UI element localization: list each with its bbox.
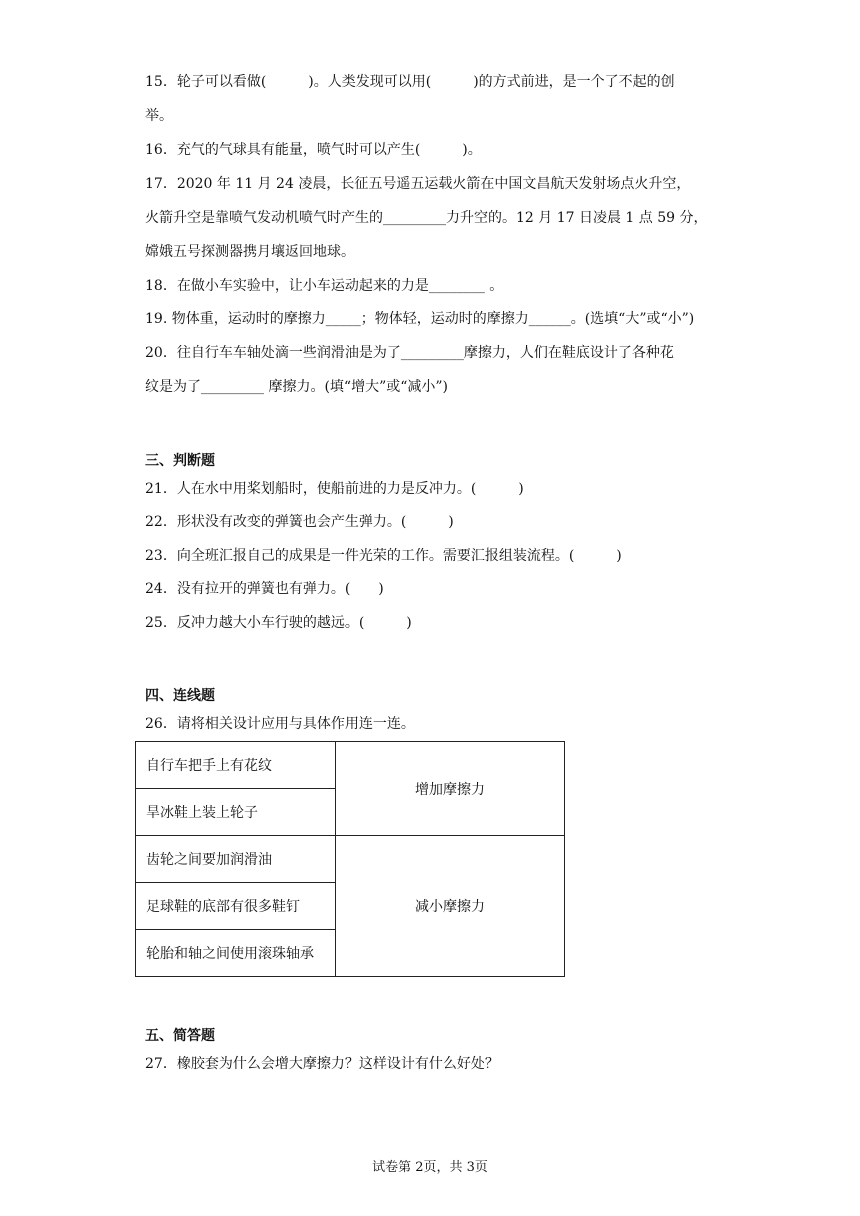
question-27: 27．橡胶套为什么会增大摩擦力？这样设计有什么好处？ bbox=[145, 1056, 499, 1072]
match-left-item: 足球鞋的底部有很多鞋钉 bbox=[136, 883, 336, 930]
question-17-line1: 17．2020 年 11 月 24 凌晨，长征五号遥五运载火箭在中国文昌航天发射场点火升空， bbox=[145, 176, 691, 192]
question-20-line1: 20．往自行车车轴处滴一些润滑油是为了_________摩擦力，人们在鞋底设计了各种花 bbox=[145, 345, 674, 361]
question-19: 19. 物体重，运动时的摩擦力_____；物体轻，运动时的摩擦力______。(选填“大”或“小”) bbox=[145, 311, 695, 327]
section-3-title: 三、判断题 bbox=[145, 453, 215, 469]
match-left-item: 轮胎和轴之间使用滚珠轴承 bbox=[136, 930, 336, 977]
match-right-item: 减小摩擦力 bbox=[336, 836, 565, 977]
question-21: 21．人在水中用桨划船时，使船前进的力是反冲力。( ) bbox=[145, 481, 524, 497]
match-left-item: 旱冰鞋上装上轮子 bbox=[136, 789, 336, 836]
question-16: 16．充气的气球具有能量，喷气时可以产生( )。 bbox=[145, 142, 482, 158]
matching-table bbox=[135, 741, 565, 977]
question-22: 22．形状没有改变的弹簧也会产生弹力。( ) bbox=[145, 514, 454, 530]
question-17-line3: 嫦娥五号探测器携月壤返回地球。 bbox=[145, 244, 355, 260]
question-26: 26．请将相关设计应用与具体作用连一连。 bbox=[145, 716, 415, 732]
match-left-item: 自行车把手上有花纹 bbox=[136, 742, 336, 789]
question-17-line2: 火箭升空是靠喷气发动机喷气时产生的_________力升空的。12 月 17 日凌晨 1 点 59 分， bbox=[145, 210, 708, 226]
match-left-item: 齿轮之间要加润滑油 bbox=[136, 836, 336, 883]
question-25: 25．反冲力越大小车行驶的越远。( ) bbox=[145, 615, 412, 631]
match-right-item: 增加摩擦力 bbox=[336, 742, 565, 836]
question-20-line2: 纹是为了_________ 摩擦力。(填“增大”或“减小”) bbox=[145, 379, 449, 395]
section-5-title: 五、简答题 bbox=[145, 1028, 215, 1044]
question-24: 24．没有拉开的弹簧也有弹力。( ) bbox=[145, 581, 384, 597]
question-15-line2: 举。 bbox=[145, 108, 173, 124]
question-15-line1: 15．轮子可以看做( )。人类发现可以用( )的方式前进，是一个了不起的创 bbox=[145, 74, 675, 90]
question-18: 18．在做小车实验中，让小车运动起来的力是________ 。 bbox=[145, 278, 504, 294]
page-footer: 试卷第 2页，共 3页 bbox=[372, 1160, 488, 1175]
question-23: 23．向全班汇报自己的成果是一件光荣的工作。需要汇报组装流程。( ) bbox=[145, 548, 622, 564]
section-4-title: 四、连线题 bbox=[145, 688, 215, 704]
